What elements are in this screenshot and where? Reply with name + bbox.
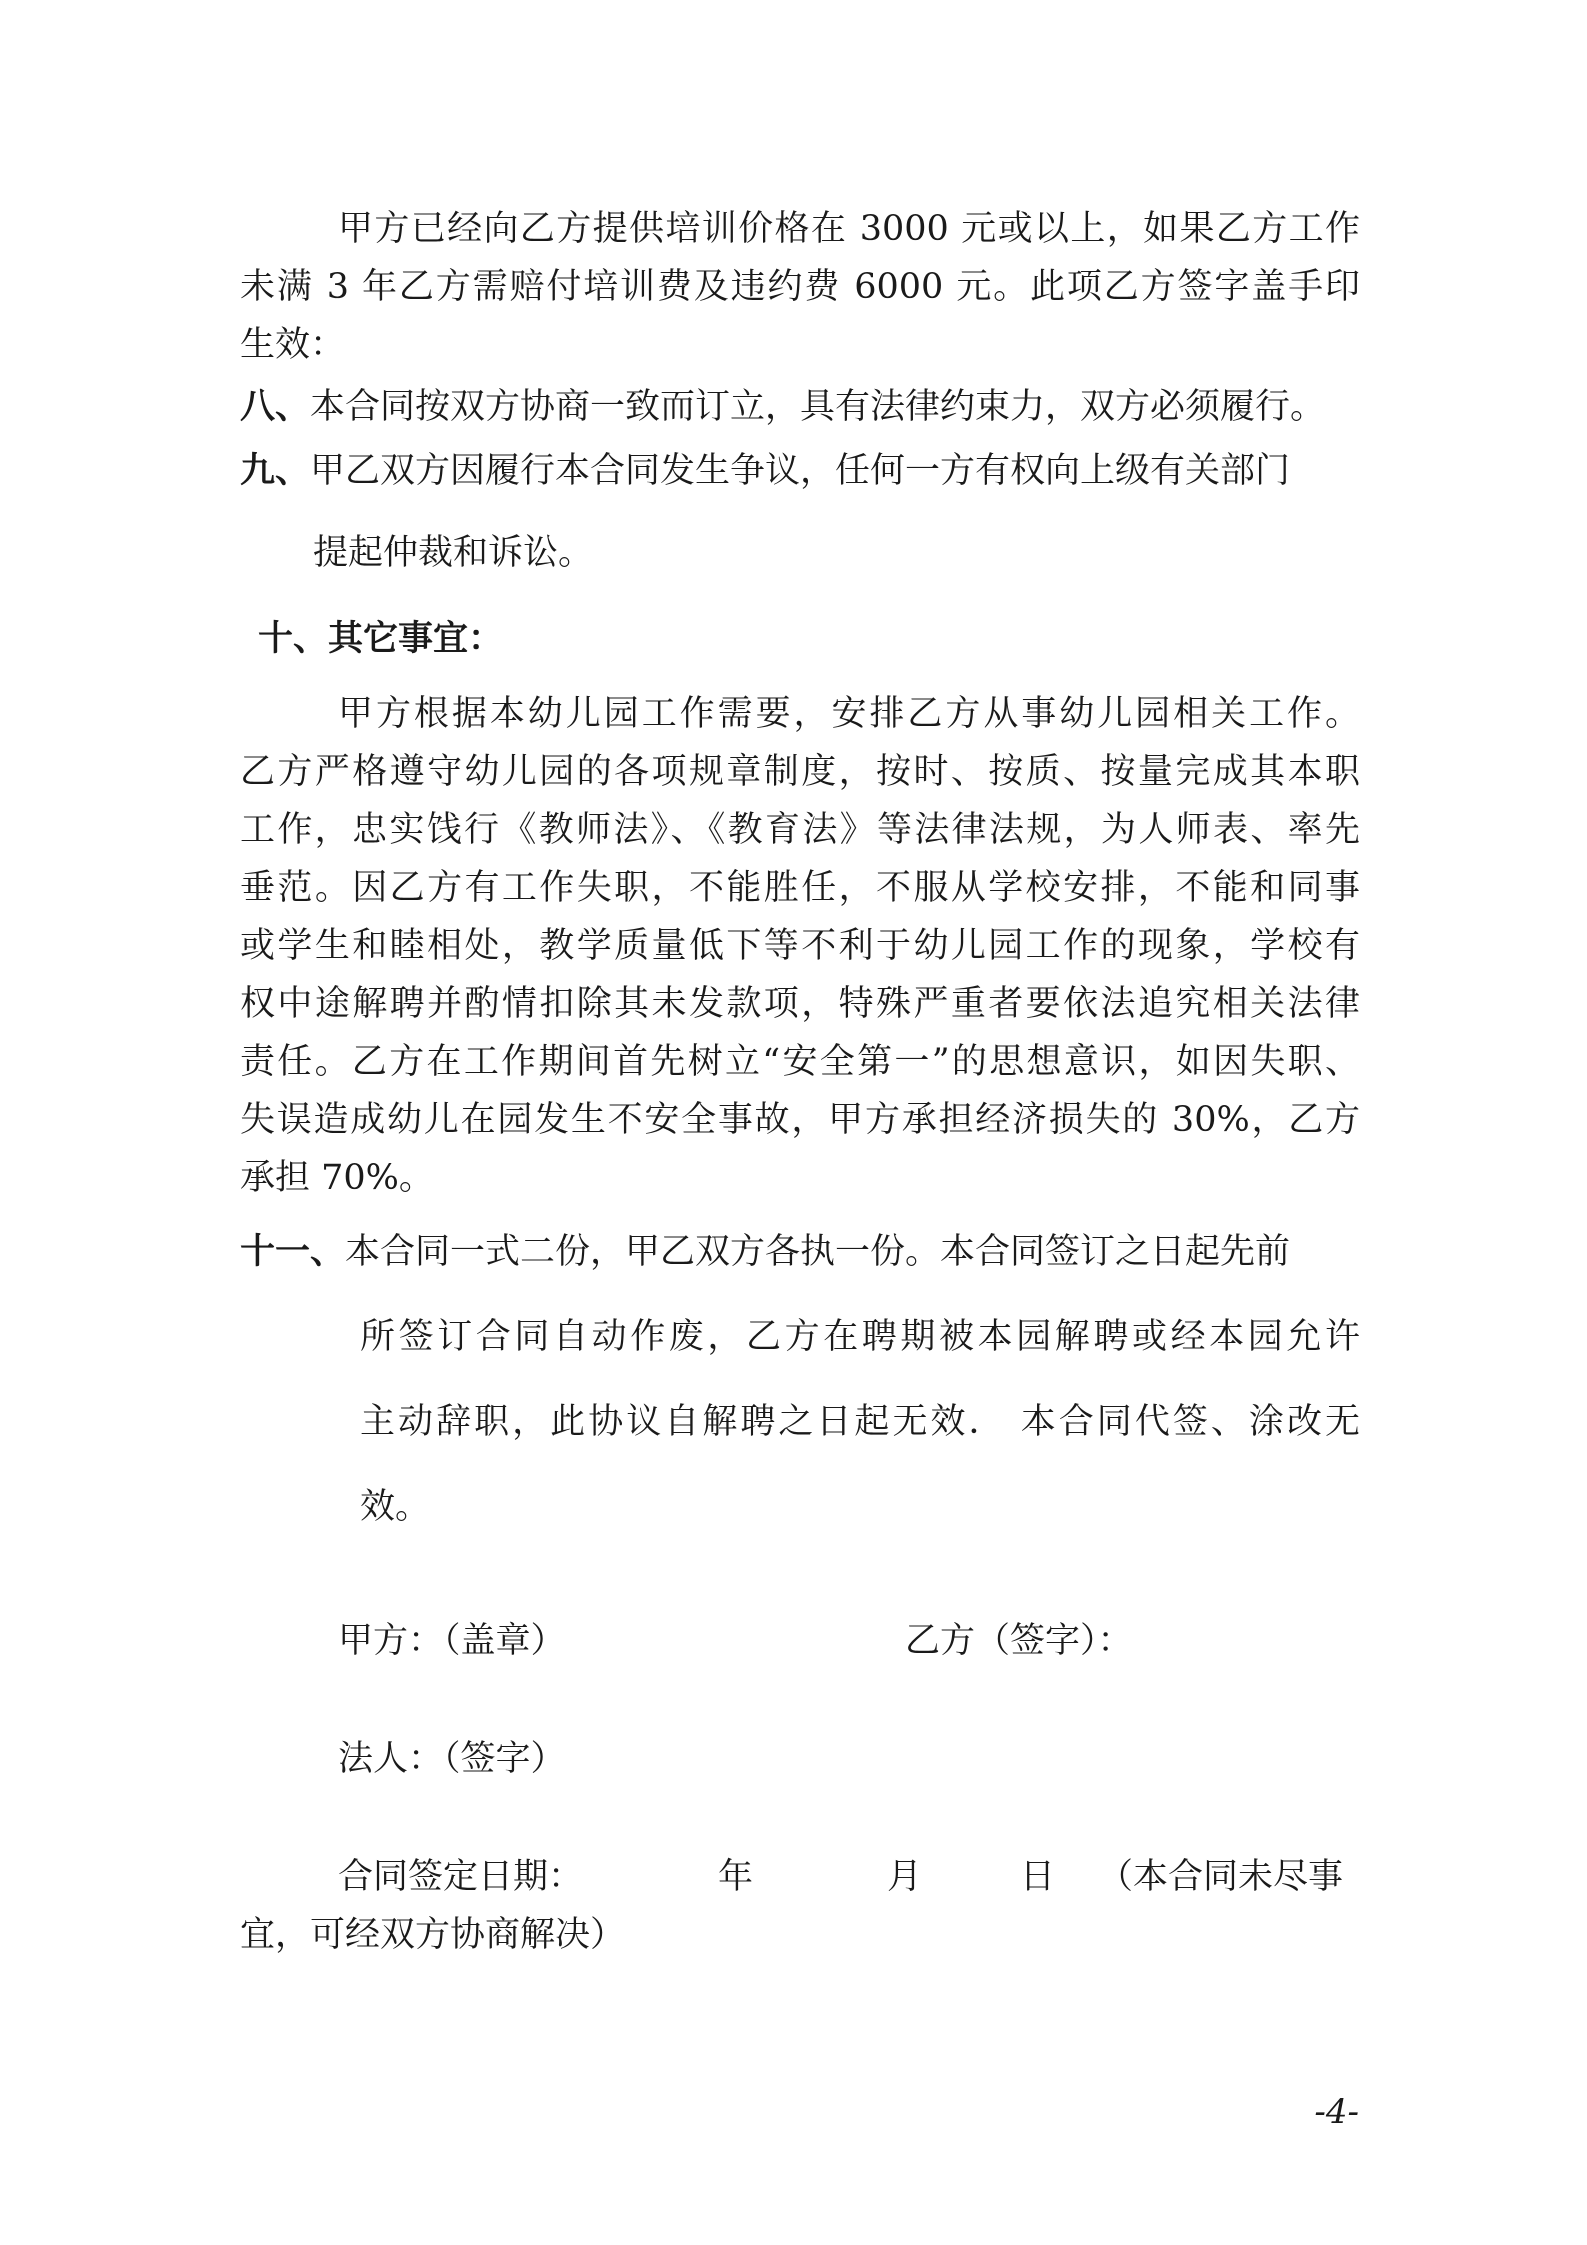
training-clause-line-1: 甲方已经向乙方提供培训价格在 3000 元或以上，如果乙方工作 [338,209,1360,249]
supplementary-note-line-1: （本合同未尽事 [1098,1857,1344,1897]
clause-9 [240,447,1360,495]
clause-10-line-4: 垂范。因乙方有工作失职，不能胜任，不服从学校安排，不能和同事 [240,868,1360,908]
clause-10-heading: 十、其它事宜： [258,618,504,659]
party-a-seal: 甲方：（盖章） [338,1621,566,1661]
signing-date-month: 月 [887,1857,923,1897]
clause-10-line-7: 责任。乙方在工作期间首先树立“安全第一”的思想意识，如因失职、 [240,1042,1360,1082]
clause-8-number: 八、 [240,387,311,427]
clause-9-number: 九、 [240,451,311,491]
signing-date-day: 日 [1020,1857,1056,1897]
clause-10-line-6: 权中途解聘并酌情扣除其未发款项，特殊严重者要依法追究相关法律 [240,984,1360,1024]
signing-date-year: 年 [718,1857,754,1897]
clause-10-line-8: 失误造成幼儿在园发生不安全事故，甲方承担经济损失的 30%，乙方 [240,1100,1360,1140]
clause-11-number: 十一、 [240,1232,346,1272]
legal-person-signature: 法人：（签字） [338,1739,566,1779]
training-clause-line-3: 生效： [240,325,346,365]
clause-11-text: 本合同一式二份，甲乙双方各执一份。本合同签订之日起先前 [345,1232,1291,1272]
clause-9-text: 甲乙双方因履行本合同发生争议，任何一方有权向上级有关部门 [310,451,1291,491]
clause-8 [240,383,1360,431]
clause-10-line-9: 承担 70%。 [240,1158,434,1198]
signing-date-label: 合同签定日期： [338,1857,584,1897]
clause-11 [240,1228,1360,1276]
clause-8-text: 本合同按双方协商一致而订立，具有法律约束力，双方必须履行。 [310,387,1326,427]
clause-10-line-5: 或学生和睦相处，教学质量低下等不利于幼儿园工作的现象，学校有 [240,926,1360,966]
clause-10-line-1: 甲方根据本幼儿园工作需要，安排乙方从事幼儿园相关工作。 [338,694,1360,734]
clause-9-line-2: 提起仲裁和诉讼。 [313,533,594,573]
page-number: -4- [1314,2092,1359,2132]
clause-11-line-4: 效。 [360,1487,431,1527]
clause-11-line-3: 主动辞职，此协议自解聘之日起无效． 本合同代签、涂改无 [360,1402,1360,1442]
supplementary-note-line-2: 宜，可经双方协商解决） [240,1915,626,1955]
clause-10-line-3: 工作，忠实饯行《教师法》、《教育法》等法律法规，为人师表、率先 [240,810,1360,850]
party-b-signature: 乙方（签字）： [905,1621,1133,1661]
clause-11-line-2: 所签订合同自动作废，乙方在聘期被本园解聘或经本园允许 [360,1317,1360,1357]
clause-10-line-2: 乙方严格遵守幼儿园的各项规章制度，按时、按质、按量完成其本职 [240,752,1360,792]
training-clause-line-2: 未满 3 年乙方需赔付培训费及违约费 6000 元。此项乙方签字盖手印 [240,267,1360,307]
